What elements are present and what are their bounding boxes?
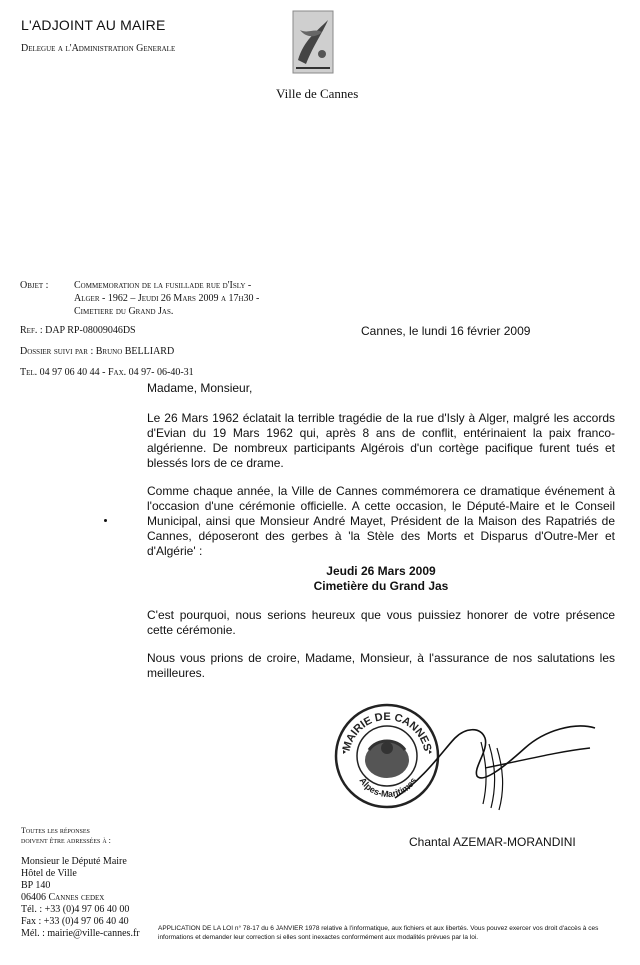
signer-name: Chantal AZEMAR-MORANDINI	[409, 835, 576, 849]
paragraph-2: Comme chaque année, la Ville de Cannes commémorera ce dramatique événement à l'occasion d'une cérémonie officielle. A cette occasion, le Député-Maire et le Conseil Municipal, ainsi que Monsieur André Mayet, Président de la Maison des Rapatriés de Cannes, déposeront des gerbes à 'la Stèle des Morts et Disparus d'Outre-Mer et d'Algérie' :	[147, 484, 615, 558]
stamp-top-text: MAIRIE DE CANNES	[340, 711, 434, 753]
return-address	[21, 856, 140, 940]
city-name: Ville de Cannes	[276, 86, 359, 101]
stamp-bottom-text: Alpes-Maritimes	[357, 775, 419, 800]
legal-notice: APPLICATION DE LA LOI n° 78-17 du 6 JANVIER 1978 relative à l'informatique, aux fichiers et aux libertés. Vous pouvez exercer vos droit d'accès à ces informations et demander leur correction si elles sont inexactes conformément aux modalités prévues par la loi.	[158, 925, 599, 941]
objet-text	[74, 279, 342, 318]
address-line-1: Monsieur le Député Maire	[21, 856, 127, 867]
signature-icon	[385, 708, 605, 818]
telephone-fax: Tel. 04 97 06 40 44 - Fax. 04 97- 06-40-31	[20, 367, 194, 378]
replies-line-2: doivent être adressées à :	[21, 836, 111, 845]
margin-dot	[104, 519, 107, 522]
reference-number: Ref. : DAP RP-08009046DS	[20, 325, 136, 336]
place-date: Cannes, le lundi 16 février 2009	[361, 324, 531, 338]
replies-line-1: Toutes les réponses	[21, 826, 90, 835]
address-fax: Fax : +33 (0)4 97 06 40 40	[21, 916, 129, 927]
header-title: L'ADJOINT AU MAIRE	[21, 17, 166, 33]
event-details	[147, 564, 615, 594]
paragraph-1: Le 26 Mars 1962 éclatait la terrible tragédie de la rue d'Isly à Alger, malgré les accords d'Evian du 19 Mars 1962 qui, après 8 ans de conflit, entérinaient la paix franco-algérienne. De nombreux participants Algérois d'un cortège pacifique furent tués et blessés lors de ce drame.	[147, 411, 615, 470]
paragraph-3: C'est pourquoi, nous serions heureux que vous puissiez honorer de votre présence cette cérémonie.	[147, 608, 615, 637]
address-line-3: BP 140	[21, 880, 51, 891]
objet-line-1: Commemoration de la fusillade rue d'Isly -	[74, 280, 252, 291]
address-line-2: Hôtel de Ville	[21, 868, 77, 879]
address-line-4: 06406 Cannes cedex	[21, 892, 105, 903]
event-date: Jeudi 26 Mars 2009	[326, 564, 436, 578]
objet-label: Objet :	[20, 280, 49, 291]
reference-block	[20, 279, 350, 379]
salutation: Madame, Monsieur,	[147, 381, 253, 395]
address-email: Mél. : mairie@ville-cannes.fr	[21, 928, 140, 939]
ville-de-cannes-logo-icon	[292, 10, 334, 74]
objet-line-3: Cimetiere du Grand Jas.	[74, 306, 174, 317]
objet-line	[20, 279, 350, 318]
replies-note	[21, 826, 111, 846]
closing-paragraph: Nous vous prions de croire, Madame, Monsieur, à l'assurance de nos salutations les meilleures.	[147, 651, 615, 680]
event-place: Cimetière du Grand Jas	[313, 579, 449, 593]
letter-body	[147, 381, 615, 694]
dossier-followed-by: Dossier suivi par : Bruno BELLIARD	[20, 346, 175, 357]
objet-line-2: Alger - 1962 – Jeudi 26 Mars 2009 a 17h30 -	[74, 293, 260, 304]
address-phone: Tél. : +33 (0)4 97 06 40 00	[21, 904, 130, 915]
header-subtitle: Delegue a l'Administration Generale	[21, 43, 176, 54]
